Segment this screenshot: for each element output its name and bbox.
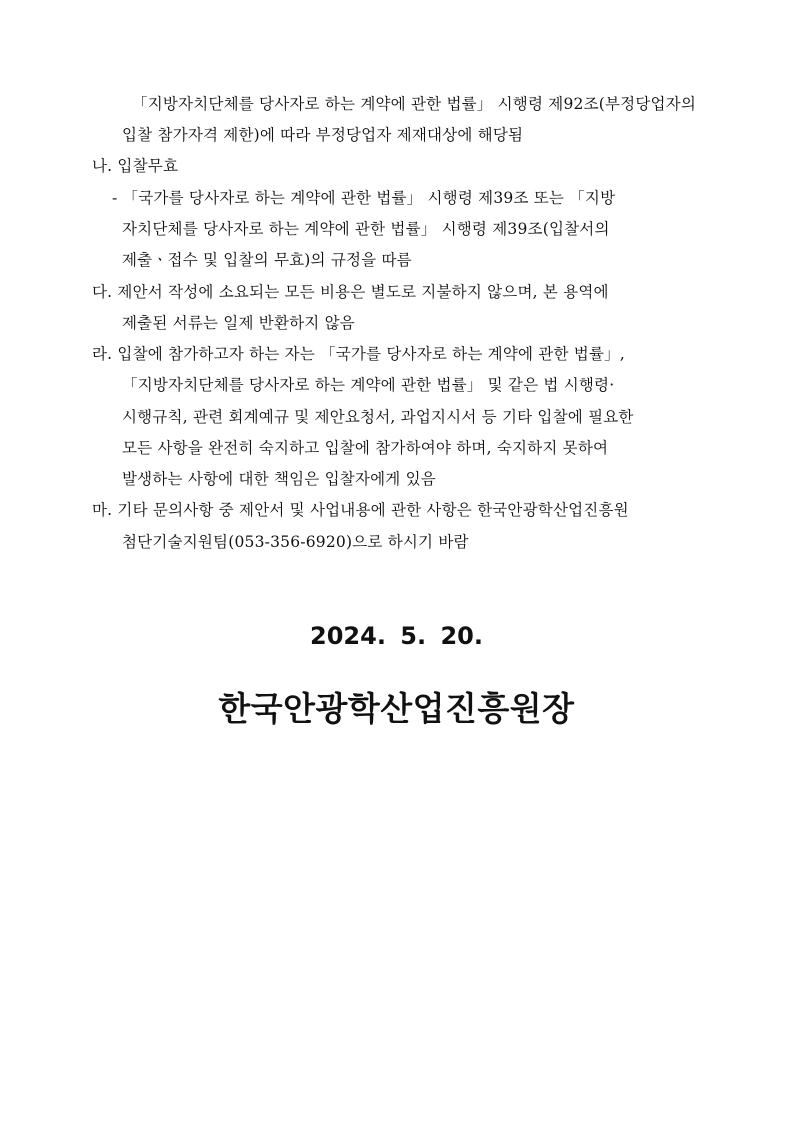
body-line: 「지방자치단체를 당사자로 하는 계약에 관한 법률」 시행령 제92조(부정당업자의 xyxy=(132,95,697,113)
section-ra: 라. 입찰에 참가하고자 하는 자는 「국가를 당사자로 하는 계약에 관한 법률」, xyxy=(92,345,625,363)
body-line: 모든 사항을 완전히 숙지하고 입찰에 참가하여야 하며, 숙지하지 못하여 xyxy=(122,439,609,457)
document-date: 2024. 5. 20. xyxy=(310,622,483,650)
section-heading-na: 나. 입찰무효 xyxy=(92,157,179,175)
body-line: - 「국가를 당사자로 하는 계약에 관한 법률」 시행령 제39조 또는 「지방 xyxy=(112,189,616,207)
body-line: 입찰 참가자격 제한)에 따라 부정당업자 제재대상에 해당됨 xyxy=(122,126,524,144)
body-line: 「지방자치단체를 당사자로 하는 계약에 관한 법률」 및 같은 법 시행령· xyxy=(122,376,615,394)
body-line: 제출된 서류는 일제 반환하지 않음 xyxy=(122,314,355,332)
body-line: 제출ㆍ접수 및 입찰의 무효)의 규정을 따름 xyxy=(122,251,412,269)
body-line: 시행규칙, 관련 회계예규 및 제안요청서, 과업지시서 등 기타 입찰에 필요한 xyxy=(122,408,634,426)
body-line: 발생하는 사항에 대한 책임은 입찰자에게 있음 xyxy=(122,470,436,488)
issuer-signature: 한국안광학산업진흥원장 xyxy=(218,689,575,728)
section-da: 다. 제안서 작성에 소요되는 모든 비용은 별도로 지불하지 않으며, 본 용역에 xyxy=(92,283,609,301)
body-line: 자치단체를 당사자로 하는 계약에 관한 법률」 시행령 제39조(입찰서의 xyxy=(122,220,610,238)
section-ma: 마. 기타 문의사항 중 제안서 및 사업내용에 관한 사항은 한국안광학산업진흥원 xyxy=(92,501,629,519)
body-line: 첨단기술지원팀(053-356-6920)으로 하시기 바람 xyxy=(122,533,469,551)
